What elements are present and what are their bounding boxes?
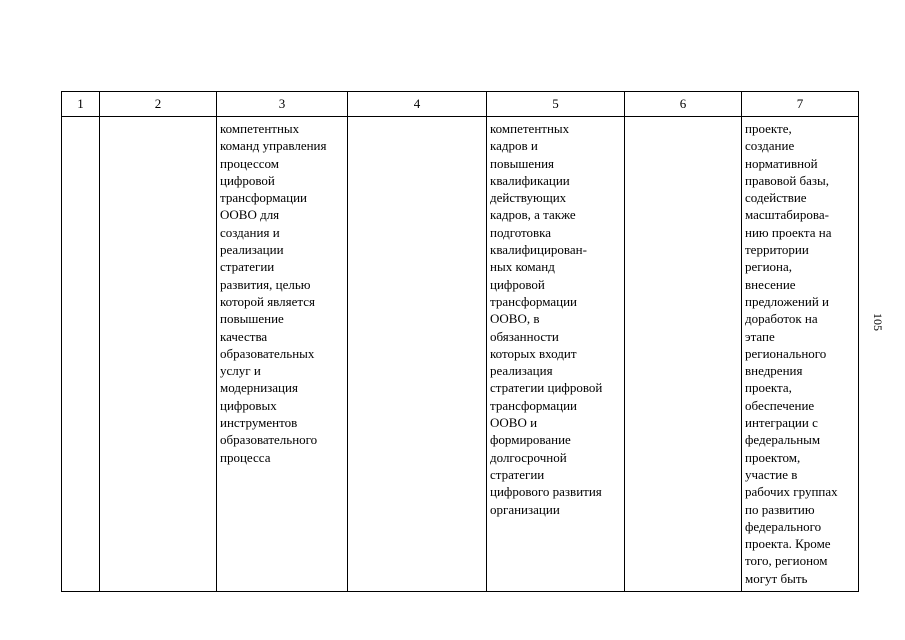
table-cell-col7 xyxy=(742,117,859,592)
column-header-6: 6 xyxy=(625,92,742,117)
table-cell-col6 xyxy=(625,117,742,592)
table-cell-col2 xyxy=(100,117,217,592)
cell-text-col4 xyxy=(348,117,486,120)
column-header-1: 1 xyxy=(62,92,100,117)
page-number: 105 xyxy=(871,313,885,331)
document-table xyxy=(61,91,859,592)
table-cell-col3 xyxy=(217,117,348,592)
table-cell-col5 xyxy=(487,117,625,592)
table-header-row xyxy=(62,92,859,117)
cell-text-col7: проекте, создание нормативной правовой базы, содействие масштабирова- нию проекта на территории региона, внесение предложений и доработок на этапе регионального внедрения проекта, обеспечение интеграции с федеральным проектом, участие в рабочих группах по развитию федерального проекта. Кроме того, регионом могут быть xyxy=(745,121,838,586)
cell-text-col6 xyxy=(625,117,741,120)
column-header-7: 7 xyxy=(742,92,859,117)
cell-text-col2 xyxy=(100,117,216,120)
table-row xyxy=(62,117,859,592)
table-cell-col1 xyxy=(62,117,100,592)
column-header-2: 2 xyxy=(100,92,217,117)
cell-text-col1 xyxy=(62,117,99,120)
column-header-5: 5 xyxy=(487,92,625,117)
column-header-3: 3 xyxy=(217,92,348,117)
cell-text-col3: компетентных команд управления процессом цифровой трансформации ООВО для создания и реализации стратегии развития, целью которой является повышение качества образовательных услуг и модернизация цифровых инструментов образовательного процесса xyxy=(220,121,327,465)
column-header-4: 4 xyxy=(348,92,487,117)
table-cell-col4 xyxy=(348,117,487,592)
cell-text-col5: компетентных кадров и повышения квалификации действующих кадров, а также подготовка квалифицирован- ных команд цифровой трансформации ООВО, в обязанности которых входит реализация стратегии цифровой трансформации ООВО и формирование долгосрочной стратегии цифрового развития организации xyxy=(490,121,603,517)
